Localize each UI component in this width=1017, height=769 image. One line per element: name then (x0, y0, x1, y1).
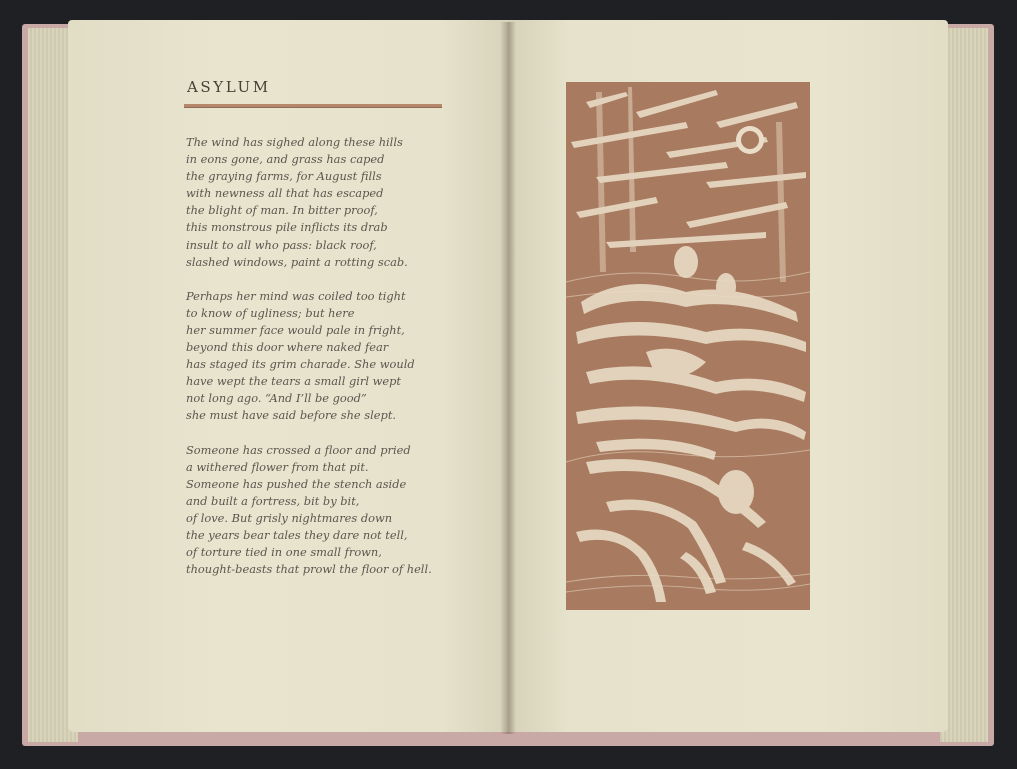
poem-line: of love. But grisly nightmares down (186, 510, 393, 525)
poem-line: to know of ugliness; but here (186, 305, 355, 320)
poem-line: she must have said before she slept. (186, 408, 397, 423)
poem-line: have wept the tears a small girl wept (186, 374, 401, 389)
poem-line: Perhaps her mind was coiled too tight (186, 288, 406, 303)
poem-line: of torture tied in one small frown, (186, 545, 382, 560)
poem-line: the years bear tales they dare not tell, (186, 527, 408, 542)
poem-line: not long ago. “And I’ll be good” (186, 391, 367, 406)
poem-line: The wind has sighed along these hills (186, 135, 403, 149)
poem-line: Someone has crossed a floor and pried (186, 442, 411, 457)
title-rule (184, 104, 442, 108)
book-gutter (500, 22, 516, 734)
woodcut-art (566, 82, 810, 610)
poem-line: has staged its grim charade. She would (186, 357, 415, 372)
poem-line: thought-beasts that prowl the floor of hell. (186, 562, 432, 577)
poem-line: this monstrous pile inflicts its drab (186, 220, 388, 235)
poem-line: insult to all who pass: black roof, (186, 237, 377, 252)
stanza-3 (186, 442, 486, 579)
stanza-1 (186, 134, 486, 271)
poem-line: Someone has pushed the stench aside (186, 476, 407, 491)
woodcut-illustration (566, 82, 810, 610)
poem-line: the graying farms, for August fills (186, 169, 382, 184)
poem-line: and built a fortress, bit by bit, (186, 493, 360, 508)
poem-line: with newness all that has escaped (186, 186, 384, 201)
poem-title: ASYLUM (187, 78, 271, 96)
poem-body (186, 134, 486, 578)
poem-line: slashed windows, paint a rotting scab. (186, 254, 408, 269)
poem-line: a withered flower from that pit. (186, 459, 369, 474)
poem-line: beyond this door where naked fear (186, 340, 389, 355)
poem-line: the blight of man. In bitter proof, (186, 203, 378, 218)
poem-line: in eons gone, and grass has caped (186, 152, 385, 167)
poem-line: her summer face would pale in fright, (186, 322, 405, 337)
stanza-2 (186, 288, 486, 425)
